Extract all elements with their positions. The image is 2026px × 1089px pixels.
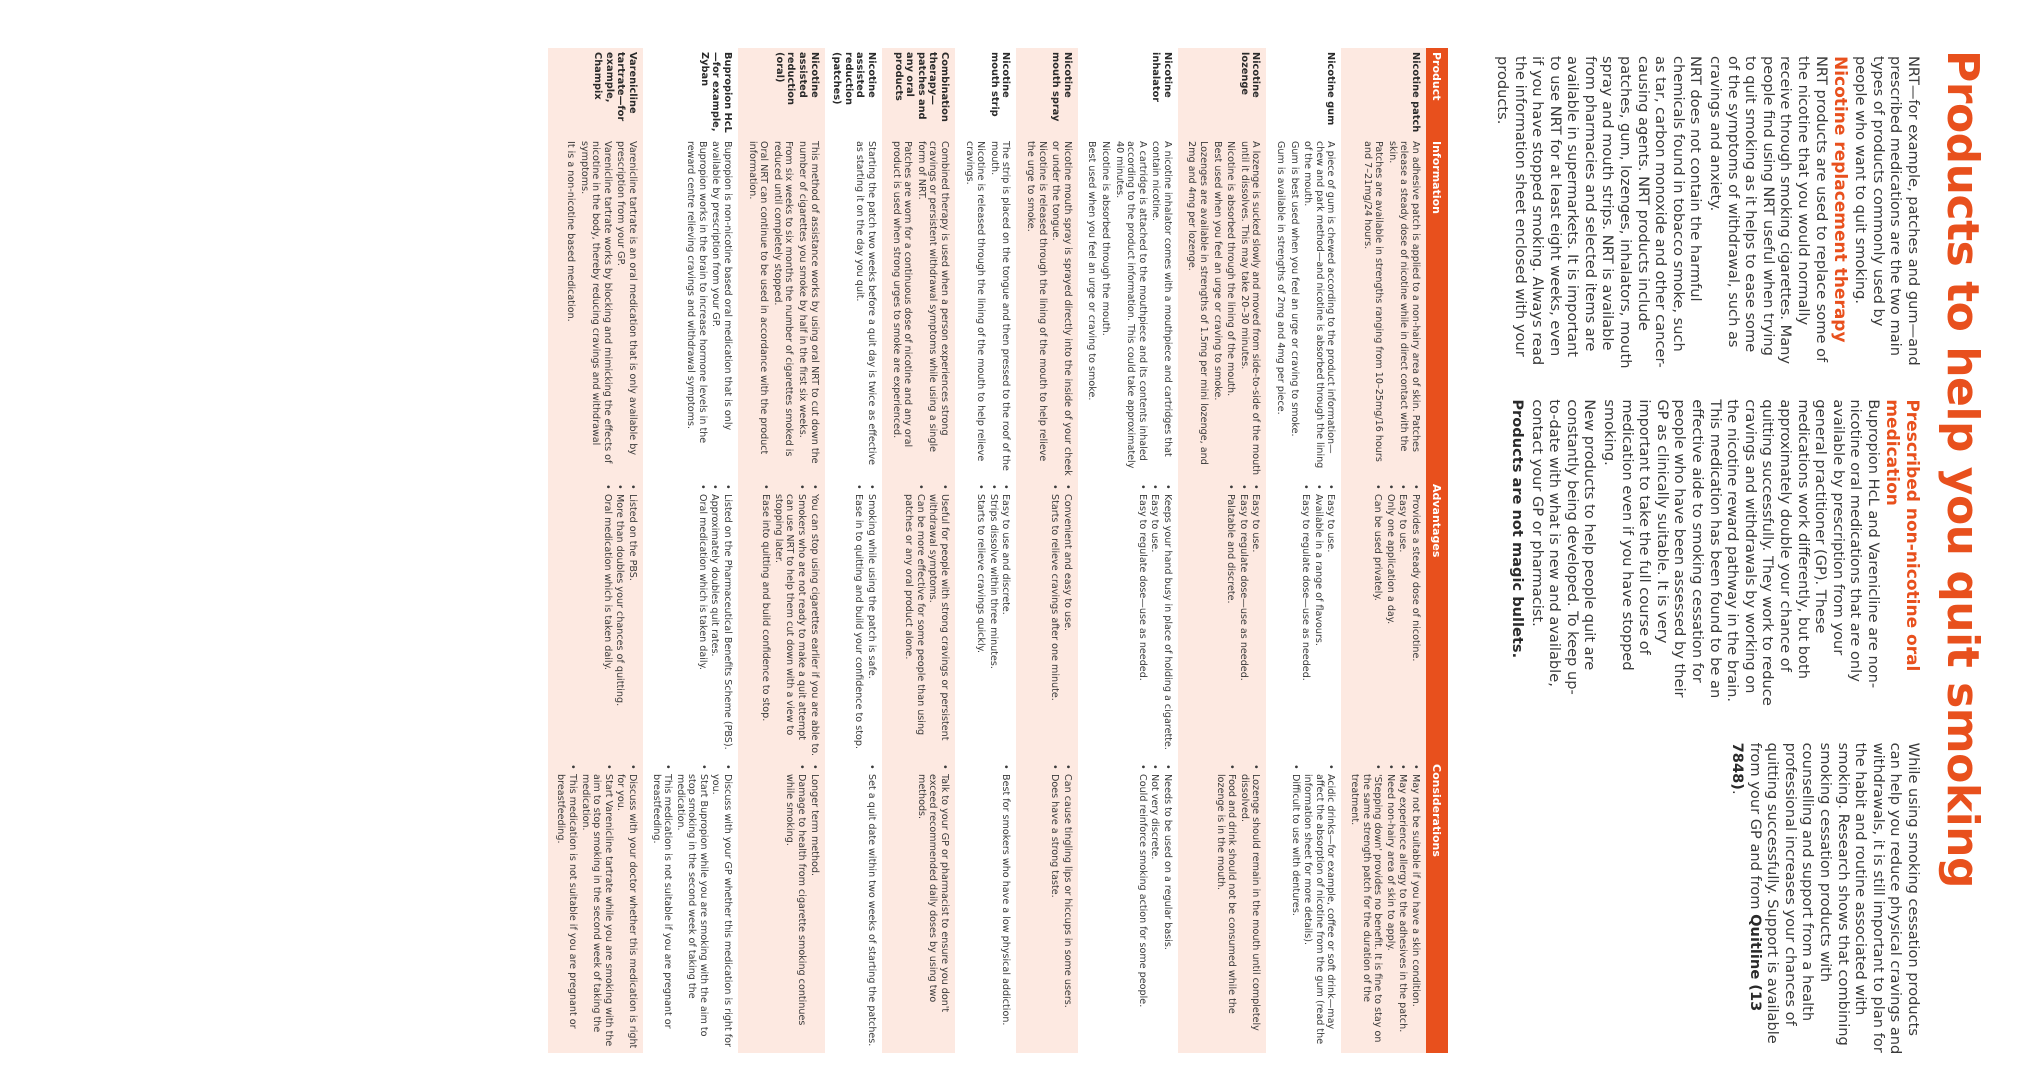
products-table: [548, 48, 1448, 1053]
product-advantages: [1266, 480, 1341, 760]
product-name: Varenicline tartrate—for example, Champix: [548, 48, 643, 137]
information-text: A nicotine inhalator comes with a mouthpiece and cartridges that contain nicotine.: [1150, 141, 1173, 457]
product-name: Nicotine assisted reduction (oral): [738, 48, 825, 137]
information-text: Best used when you feel an urge or craving to smoke.: [1086, 141, 1098, 401]
information-text: A piece of gum is chewed according to the product information—chew and park method—and nicotine is absorbed through the lining of the mouth.: [1302, 141, 1337, 469]
product-considerations: [1178, 760, 1267, 1053]
quitline-number: Quitline (13 7848): [1729, 742, 1764, 1012]
advantages-list: [1136, 484, 1173, 756]
advantage-item: • Listed on the Pharmaceutical Benefits Scheme (PBS).: [722, 484, 734, 756]
consideration-item: • This medication is not suitable if you are pregnant or breastfeeding.: [650, 764, 673, 1049]
table-row: [825, 48, 882, 1053]
page-title: Products to help you quit smoking: [1937, 50, 1988, 888]
table-row: [1078, 48, 1178, 1053]
consideration-item: • Damage to health from cigarette smoking continues while smoking.: [784, 764, 807, 1049]
information-text: Bupropion is non-nicotine based oral medication that is only available by prescription from your GP.: [710, 141, 734, 431]
product-name: Nicotine mouth spray: [1016, 48, 1077, 137]
advantages-list: [1300, 484, 1337, 756]
considerations-list: [1000, 764, 1012, 1049]
product-considerations: [955, 760, 1016, 1053]
consideration-item: • Talk to your GP or pharmacist to ensure you don't exceed recommended daily doses by using two methods.: [915, 764, 950, 1049]
advantages-list: [696, 484, 733, 756]
consideration-item: • Start Bupropion while you are smoking with the aim to stop smoking in the second week of taking the medication.: [674, 764, 709, 1049]
advantage-item: • Keeps your hand busy in place of holding a cigarette.: [1161, 484, 1173, 756]
product-advantages: [1078, 480, 1178, 760]
information-text: The strip is placed on the tongue and then pressed to the roof of the mouth.: [988, 141, 1012, 471]
information-text: Nicotine mouth spray is sprayed directly into the inside of your cheek or under the tongue.: [1050, 141, 1073, 476]
advantage-item: • Convenient and easy to use.: [1061, 484, 1073, 756]
product-name: Combination therapy—patches and any oral products: [882, 48, 955, 137]
information-text: From six weeks to six months the number of cigarettes smoked is reduced until completely stopped.: [771, 141, 795, 457]
table-row: [1341, 48, 1426, 1053]
nrt-paragraph: NRT products are used to replace some of the nicotine that you would normally receive through smoking cigarettes. Many people find using NRT useful when trying to quit smoking as it helps to ease some of the symptoms of withdrawal, such as cravings and anxiety.: [1707, 56, 1830, 365]
advantage-item: • Useful for people with strong cravings or persistent withdrawal symptoms.: [927, 484, 950, 756]
advantage-item: • Only one application a day.: [1384, 484, 1396, 756]
table-row: [882, 48, 955, 1053]
product-name: Bupropion HcL—for example, Zyban: [698, 52, 734, 133]
product-advantages: [882, 480, 955, 760]
product-considerations: [882, 760, 955, 1053]
advantage-item: • Easy to regulate dose—use as needed.: [1136, 484, 1148, 756]
advantage-item: • Ease in to quitting and build your confidence to stop.: [853, 484, 865, 756]
consideration-item: • Set a quit date within two weeks of starting the patches.: [865, 764, 877, 1049]
consideration-item: • Lozenge should remain in the mouth until completely dissolved.: [1238, 764, 1261, 1049]
information-text: Nicotine is released through the lining of the mouth to help relieve the urge to smoke.: [1024, 141, 1048, 462]
product-considerations: [1016, 760, 1077, 1053]
information-text: Bupropion works in the brain to increase hormone levels in the reward centre relieving cravings and withdrawal symptoms.: [685, 141, 708, 444]
information-text: Best used when you feel an urge or craving to smoke.: [1211, 141, 1223, 401]
product-advantages: [955, 480, 1016, 760]
advantages-list: [601, 484, 638, 756]
product-name: Nicotine lozenge: [1178, 48, 1267, 137]
advantage-item: • Smokers who are not ready to make a quit attempt can use NRT to help them cut down with a view to stopping later.: [772, 484, 807, 756]
advantage-item: • Can be used privately.: [1372, 484, 1384, 756]
information-text: Nicotine is absorbed through the lining of the mouth.: [1225, 141, 1237, 397]
magic-end: .: [1729, 789, 1747, 795]
rx-paragraph: New products to help people quit are constantly being developed. To keep up-to-date with what is new and available, contact your GP or pharmacist.: [1528, 399, 1599, 695]
product-considerations: [548, 760, 643, 1053]
advantage-item: • Easy to use.: [1397, 484, 1409, 756]
advantages-list: [1225, 484, 1262, 756]
advantages-list: [760, 484, 820, 756]
consideration-item: • Can cause tingling lips or hiccups in some users.: [1061, 764, 1073, 1049]
information-text: Varenicline tartrate works by blocking and mimicking the effects of nicotine in the body, thereby reducing cravings and withdrawal symptoms.: [578, 141, 613, 464]
consideration-item: • Not very discrete.: [1149, 764, 1161, 1049]
product-advantages: [825, 480, 882, 760]
consideration-item: • Does have a strong taste.: [1049, 764, 1061, 1049]
information-text: Combined therapy is used when a person experiences strong cravings or persistent withdrawal symptoms while using a single form of NRT.: [915, 141, 950, 453]
product-advantages: [643, 480, 738, 760]
consideration-item: • Needs to be used on a regular basis.: [1161, 764, 1173, 1049]
table-body: [548, 48, 1426, 1053]
information-text: Varenicline tartrate is an oral medication that is only available by prescription from your GP.: [615, 141, 638, 456]
considerations-list: [1049, 764, 1073, 1049]
information-text: Patches are worn for a continuous dose of nicotine and any oral product is used when strong urges to smoke are experienced.: [890, 141, 914, 448]
advantage-item: • You can stop using cigarettes earlier if you are able to.: [808, 484, 820, 756]
product-information: [1266, 137, 1341, 480]
consideration-item: • May not be suitable if you have a skin condition.: [1409, 764, 1421, 1049]
product-information: [1341, 137, 1426, 480]
rx-paragraph: Bupropion HcL and Varenicline are non-nicotine oral medications that are only available by prescription from your general practitioner (GP). These medications work differently, but both approximately double your chance of quitting successfully. They work to reduce cravings and withdrawals by working on the nicotine reward pathway in the brain. This medication has been found to be an effective aide to smoking cessation for people who have been assessed by their GP as clinically suitable. It is very important to take the full course of medication even if you have stopped smoking.: [1601, 399, 1882, 706]
product-advantages: [1178, 480, 1267, 760]
advantage-item: • Can be more effective for some people than using patches or any oral product alone.: [903, 484, 926, 756]
product-name: Nicotine inhalator: [1150, 52, 1173, 103]
product-considerations: [1341, 760, 1426, 1053]
product-information: [1016, 137, 1077, 480]
consideration-item: • Difficult to use with dentures.: [1289, 764, 1301, 1049]
table-header-row: [1426, 48, 1448, 1053]
product-information: [882, 137, 955, 480]
nrt-heading: Nicotine replacement therapy: [1829, 56, 1850, 343]
consideration-item: • 'Stepping down' provides no benefit. It is fine to stay on the same strength patch for the duration of the treatment.: [1348, 764, 1383, 1049]
advantage-item: • Provides a steady dose of nicotine.: [1409, 484, 1421, 756]
product-advantages: [1341, 480, 1426, 760]
table-row: [1266, 48, 1341, 1053]
product-information: [955, 137, 1016, 480]
advantage-item: • Strips dissolve within three minutes.: [987, 484, 999, 756]
advantage-item: • Easy to use.: [1149, 484, 1161, 756]
advantage-item: • Approximately doubles quit rates.: [709, 484, 721, 756]
advantages-list: [853, 484, 877, 756]
information-text: It is a non-nicotine based medication.: [564, 141, 576, 322]
consideration-item: • This medication is not suitable if you are pregnant or breastfeeding.: [555, 764, 578, 1049]
product-information: [548, 137, 643, 480]
magic-paragraph: [1728, 743, 1922, 1056]
product-considerations: [1078, 760, 1178, 1053]
advantage-item: • Available in a range of flavours.: [1312, 484, 1324, 756]
considerations-list: [555, 764, 638, 1049]
rx-heading: Prescribed non-nicotine oral medication: [1882, 399, 1922, 672]
advantage-item: • Easy to regulate dose—use as needed.: [1300, 484, 1312, 756]
information-text: Lozenges are available in strengths of 1.5mg per mini lozenge, and 2mg and 4mg per lozenge.: [1186, 141, 1210, 465]
information-text: A lozenge is sucked slowly and moved from side-to-side of the mouth until it dissolves. This may take 20–30 minutes.: [1238, 141, 1262, 476]
consideration-item: • Acidic drinks—for example, coffee or soft drink—may affect the absorption of nicotine from the gum (read the information sheet for more details).: [1302, 764, 1337, 1049]
consideration-item: • Discuss with your doctor whether this medication is right for you.: [615, 764, 638, 1049]
header-considerations: Considerations: [1426, 760, 1448, 1053]
consideration-item: • Best for smokers who have a low physical addiction.: [1000, 764, 1012, 1049]
advantages-list: [1372, 484, 1421, 756]
considerations-list: [915, 764, 950, 1049]
considerations-list: [1289, 764, 1336, 1049]
product-name: Nicotine patch: [1341, 48, 1426, 137]
information-text: Nicotine is absorbed through the mouth.: [1099, 141, 1111, 336]
advantage-item: • Starts to relieve cravings after one minute.: [1049, 484, 1061, 756]
information-text: Gum is best used when you feel an urge or craving to smoke.: [1288, 141, 1300, 437]
product-advantages: [738, 480, 825, 760]
advantage-item: • Oral medication which is taken daily.: [601, 484, 613, 756]
table-row: [738, 48, 825, 1053]
consideration-item: • Could reinforce smoking action for some people.: [1136, 764, 1148, 1049]
table-row: [643, 48, 738, 1053]
consideration-item: • Discuss with your GP whether this medication is right for you.: [710, 764, 733, 1049]
advantage-item: • Easy to use.: [1250, 484, 1262, 756]
information-text: Patches are available in strengths ranging from 10–25mg/16 hours and 7–21mg/24 hours.: [1361, 141, 1385, 462]
advantages-list: [975, 484, 1012, 756]
header-product: Product: [1426, 48, 1448, 137]
header-advantages: Advantages: [1426, 480, 1448, 760]
considerations-list: [650, 764, 733, 1049]
header-information: Information: [1426, 137, 1448, 480]
intro-columns: [1472, 56, 1922, 1056]
product-information: [1178, 137, 1267, 480]
considerations-list: [1136, 764, 1173, 1049]
magic-text: While using smoking cessation products can help you reduce physical cravings and withdrawals, it is still important to plan for the habit and routine associated with smoking. Research shows that combining smoking cessation products with counselling and support from a health professional increases your chances of quitting successfully. Support is available from your GP and from: [1746, 742, 1922, 1055]
advantages-list: [1049, 484, 1073, 756]
consideration-item: • Need non-hairy area of skin to apply.: [1384, 764, 1396, 1049]
magic-heading: Products are not magic bullets.: [1509, 399, 1527, 659]
product-name: Nicotine gum: [1325, 52, 1337, 126]
considerations-list: [865, 764, 877, 1049]
advantage-item: • Listed on the PBS.: [626, 484, 638, 756]
advantage-item: • Ease into quitting and build confidence to stop.: [760, 484, 772, 756]
information-text: Starting the patch two weeks before a quit day is twice as effective as starting it on the day you quit.: [854, 141, 878, 466]
information-text: Nicotine is released through the lining of the mouth to help relieve cravings.: [963, 141, 987, 462]
product-considerations: [738, 760, 825, 1053]
consideration-item: • Start Varenicline tartrate while you are smoking with the aim to stop smoking in the second week of taking the medication.: [579, 764, 614, 1049]
advantage-item: • Starts to relieve cravings quickly.: [975, 484, 987, 756]
product-considerations: [1266, 760, 1341, 1053]
products-table-wrap: [548, 48, 1448, 1053]
product-information: [643, 137, 738, 480]
information-text: A cartridge is attached to the mouthpiece and its contents inhaled according to the product information. This could take approximately 40 minutes.: [1113, 141, 1148, 469]
table-row: [955, 48, 1016, 1053]
considerations-list: [1348, 764, 1421, 1049]
product-information: [1078, 137, 1178, 480]
advantage-item: • More than doubles your chances of quitting.: [614, 484, 626, 756]
table-row: [548, 48, 643, 1053]
product-advantages: [1016, 480, 1077, 760]
advantage-item: • Oral medication which is taken daily.: [696, 484, 708, 756]
considerations-list: [784, 764, 820, 1049]
information-text: This method of assistance works by using oral NRT to cut down the number of cigarettes you smoke by half in the first six weeks.: [797, 141, 820, 464]
advantage-item: • Smoking while using the patch is safe.: [865, 484, 877, 756]
consideration-item: • Food and drink should not be consumed while the lozenge is in the mouth.: [1214, 764, 1237, 1049]
advantages-list: [903, 484, 950, 756]
table-row: [1178, 48, 1267, 1053]
considerations-list: [1214, 764, 1261, 1049]
table-row: [1016, 48, 1077, 1053]
advantage-item: • Easy to use and discrete.: [1000, 484, 1012, 756]
information-text: Gum is available in strengths of 2mg and 4mg per piece.: [1275, 141, 1287, 415]
intro-paragraph: NRT—for example, patches and gum—and prescribed medications are the two main types of products commonly used by people who want to quit smoking.: [1852, 56, 1922, 366]
information-text: Oral NRT can continue to be used in accordance with the product information.: [746, 141, 770, 455]
nrt-paragraph: NRT does not contain the harmful chemicals found in tobacco smoke, such as tar, carbon monoxide and other cancer-causing agents. NRT products include patches, gum, lozenges, inhalators, mouth spray and mouth strips. NRT is available from pharmacies and selected items are available in supermarkets. It is important to use NRT for at least eight weeks, even if you have stopped smoking. Always read the information sheet enclosed with your products.: [1493, 56, 1705, 369]
product-considerations: [825, 760, 882, 1053]
information-text: An adhesive patch is applied to a non-hairy area of skin. Patches release a steady dose of nicotine while in direct contact with the skin.: [1386, 141, 1421, 453]
product-considerations: [643, 760, 738, 1053]
advantage-item: • Palatable and discrete.: [1225, 484, 1237, 756]
product-name: Nicotine mouth strip: [988, 52, 1012, 117]
product-information: [825, 137, 882, 480]
advantage-item: • Easy to use.: [1325, 484, 1337, 756]
advantage-item: • Easy to regulate dose—use as needed.: [1237, 484, 1249, 756]
product-information: [738, 137, 825, 480]
product-advantages: [548, 480, 643, 760]
consideration-item: • Longer term method.: [808, 764, 820, 1049]
consideration-item: • May experience allergy to the adhesives in the patch.: [1397, 764, 1409, 1049]
product-name: Nicotine assisted reduction (patches): [831, 52, 878, 106]
